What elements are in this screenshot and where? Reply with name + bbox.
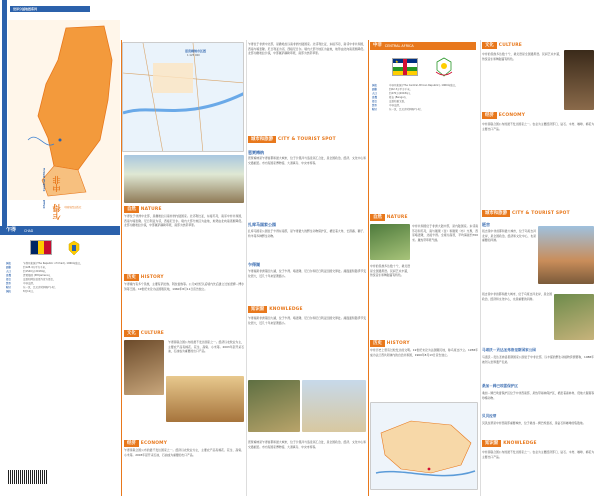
chad-history-text: 乍得境内有多个民族，主要有萨拉族、阿拉伯族等。公元9世纪以后境内先后建立过加涅姆－博尔努等王国。19世纪末沦为法国殖民地，1960年8月11日宣告独立。 bbox=[124, 282, 244, 291]
ca-economy-text: 中非是联合国公布的最不发达国家之一。农业为主要经济部门，钻石、木材、咖啡、棉花为主要出口产品。 bbox=[482, 122, 594, 131]
bangui-text: 班吉是中非首都和最大城市，位于乌班吉河北岸，是全国政治、经济和文化中心，也是重要的河港。 bbox=[482, 229, 536, 243]
ndjamena-text: 恩贾梅纳是乍得首都和最大城市，位于沙里河与洛贡河汇合处，是全国政治、经济、文化中心和交通枢纽。市内有国家博物馆、大清真寺、中央市场等。 bbox=[248, 156, 366, 165]
chad-label-en: CHAD bbox=[24, 228, 34, 233]
dzanga-title: 桑加－姆巴埃雷保护区 bbox=[482, 384, 518, 388]
publisher-note: 中国地图出版社 bbox=[64, 206, 82, 209]
chad-flag bbox=[30, 240, 52, 255]
mid-knowledge-text: 乍得湖是非洲第四大湖，位于乍得、喀麦隆、尼日尔和尼日利亚四国交界处。湖面面积随季节变化很大，近几十年来显著缩小。 bbox=[248, 316, 366, 325]
ca-nature-heading: 自然 NATURE bbox=[370, 214, 408, 221]
chad-header-bar bbox=[0, 226, 120, 235]
inset-label: 恩贾梅纳市区图 bbox=[185, 49, 207, 53]
side-title2: 乍得 bbox=[52, 204, 61, 220]
ca-flag: ★ bbox=[392, 58, 418, 76]
ca-culture-text: 中非的民族多达数十个，桑戈语是全国通用语。民间艺术丰富，传统音乐和舞蹈富有特色。 bbox=[482, 52, 562, 61]
ca-nature-text-2: 中非的民族多达数十个，桑戈语是全国通用语。民间艺术丰富，传统音乐和舞蹈富有特色。 bbox=[370, 264, 410, 278]
chad-landscape-photo bbox=[124, 155, 244, 203]
lake-title: 乍得湖 bbox=[248, 262, 260, 267]
berberati-title: 贝贝拉蒂 bbox=[482, 414, 497, 418]
ca-history-heading: 历史 HISTORY bbox=[370, 340, 410, 347]
chad-label: 乍得 bbox=[6, 227, 17, 233]
side-title: 中非 bbox=[52, 176, 61, 192]
ca-statue-photo bbox=[564, 50, 594, 110]
chad-culture-text: 乍得是联合国公布的最不发达国家之一。经济以农牧业为主，主要农产品有棉花、花生、高粱、小米等。2003年起开采石油，石油成为重要的出口产品。 bbox=[168, 340, 244, 354]
divider-2 bbox=[246, 40, 247, 496]
berberati-text: 贝贝拉蒂是中非西南部重要城市，位于桑加－姆巴埃雷省，是钻石和咖啡的集散地。 bbox=[482, 421, 586, 425]
bangui-photo bbox=[538, 226, 594, 284]
chad-overview-map bbox=[8, 20, 120, 200]
bangui-title: 班吉 bbox=[482, 222, 490, 227]
divider-4 bbox=[480, 40, 481, 496]
ca-history-text: 中非历史上曾有过较发达的文明。19世纪末沦为法国殖民地，称乌班吉沙立。1958年成为法兰西共同体内的自治共和国，1960年8月13日宣告独立。 bbox=[370, 348, 478, 357]
manovo-text: 马诺沃－贡达圣弗洛里斯国家公园位于中非北部，以丰富的野生动植物资源著称，1988年被列入世界遗产名录。 bbox=[482, 355, 594, 364]
series-label: 世界分国地图系列 bbox=[10, 6, 90, 12]
ca-facts: 国名 中非共和国 (The Central African Republic), 1960年独立。 面积 约62.3万平方千米。 人口 约470万(2018年)。 首都 班吉 (Bangui)。 语言 法语和桑戈语。 货币 中非法郎。 时区 东一区，比北京时间晚7小时。 bbox=[372, 84, 458, 111]
divider-3 bbox=[368, 40, 369, 496]
chad-economy-text: 乍得是联合国公布的最不发达国家之一。经济以农牧业为主，主要农产品有棉花、花生、高粱、小米等。2003年起开采石油，石油成为重要的出口产品。 bbox=[124, 448, 244, 457]
ndjamena-city-map bbox=[122, 42, 244, 152]
chad-intro-text: 乍得位于非洲中北部，是撒哈拉以南非洲内陆国家。北邻利比亚，东接苏丹，南邻中非共和国，西南与喀麦隆、尼日利亚为邻，西接尼日尔。境内大部分地区为盆地，地势由北向南逐渐降低。北部为撒哈拉沙漠，中部属萨赫勒草原，南部为热带草原。 bbox=[248, 42, 366, 56]
left-cover-panel bbox=[0, 0, 120, 500]
chad-emblem bbox=[66, 240, 82, 256]
left-culture-heading: 文化 CULTURE bbox=[124, 330, 164, 337]
left-nature-heading: 自然 NATURE bbox=[124, 206, 162, 213]
zakouma-text: 扎库马国家公园位于乍得东南部，是乍得最大的野生动物保护区，栖息着大象、长颈鹿、狮子、羚羊等多种野生动物。 bbox=[248, 229, 366, 238]
ca-nature-photo bbox=[370, 224, 410, 260]
left-history-heading: 历史 HISTORY bbox=[124, 274, 164, 281]
ca-nature-text: 中非共和国位于非洲大陆中部，是内陆国家。东邻南苏丹和苏丹，南与刚果（金）和刚果（布）交界，西邻喀麦隆，北接乍得。全境为高原，平均海拔约700米。属热带草原气候。 bbox=[412, 224, 478, 242]
side-title2-en: Chad bbox=[42, 200, 46, 209]
inset-scale: 1:125 000 bbox=[187, 54, 200, 57]
chad-lake-photo bbox=[302, 380, 366, 432]
side-title-en: Central Africa bbox=[42, 168, 46, 192]
chad-nature-text: 乍得位于非洲中北部，是撒哈拉以南非洲内陆国家。北邻利比亚，东接苏丹，南邻中非共和国，西南与喀麦隆、尼日利亚为邻，西接尼日尔。境内大部分地区为盆地，地势由北向南逐渐降低。北部为撒哈拉沙漠，中部属萨赫勒草原，南部为热带草原。 bbox=[124, 214, 244, 228]
ndjamena-title: 恩贾梅纳 bbox=[248, 150, 264, 155]
lake-text: 乍得湖是非洲第四大湖，位于乍得、喀麦隆、尼日尔和尼日利亚四国交界处。湖面面积随季节变化很大，近几十年来显著缩小。 bbox=[248, 269, 366, 278]
chad-facts: 国名 乍得共和国 (The Republic of Chad), 1960年独立。 面积 约128.4万平方千米。 人口 约1540万(2018年)。 首都 恩贾梅纳 (N'Djamena)。 语言 法语和阿拉伯语为官方语言。 货币 中非法郎。 时区 东一区，比北京时间晚7小时。 国庆 8月11日。 bbox=[6, 262, 83, 293]
ca-economy-heading: 经济 ECONOMY bbox=[482, 112, 525, 119]
ca-label: 中非 bbox=[373, 43, 382, 49]
ca-emblem bbox=[434, 56, 454, 78]
ca-knowledge-heading: 知识窗 KNOWLEDGE bbox=[482, 440, 537, 447]
mid-knowledge-heading: 知识窗 KNOWLEDGE bbox=[248, 306, 303, 313]
chad-wildlife-photo bbox=[248, 380, 300, 432]
mid-bottom-text: 恩贾梅纳是乍得首都和最大城市，位于沙里河与洛贡河汇合处，是全国政治、经济、文化中心和交通枢纽。市内有国家博物馆、大清真寺、中央市场等。 bbox=[248, 440, 366, 449]
bangui-text-2: 班吉是中非首都和最大城市，位于乌班吉河北岸，是全国政治、经济和文化中心，也是重要的河港。 bbox=[482, 292, 552, 301]
mid-city-heading: 城市和旅游 CITY & TOURIST SPOT bbox=[248, 136, 336, 143]
manovo-title: 马诺沃－贡达圣弗洛里斯国家公园 bbox=[482, 348, 536, 352]
barcode bbox=[8, 470, 48, 484]
left-economy-heading: 经济 ECONOMY bbox=[124, 440, 167, 447]
ca-knowledge-text: 中非是联合国公布的最不发达国家之一。农业为主要经济部门，钻石、木材、咖啡、棉花为主要出口产品。 bbox=[482, 450, 594, 459]
left-accent-bar bbox=[2, 0, 7, 232]
ca-header-bar bbox=[370, 42, 476, 50]
ca-city-heading: 城市和旅游 CITY & TOURIST SPOT bbox=[482, 210, 570, 217]
chad-culture-photo-1 bbox=[124, 340, 164, 395]
ca-label-en: CENTRAL AFRICA bbox=[384, 43, 414, 48]
ca-park-photo bbox=[554, 294, 594, 340]
divider-1 bbox=[121, 40, 122, 496]
ca-culture-heading: 文化 CULTURE bbox=[482, 42, 522, 49]
zakouma-title: 扎库马国家公园 bbox=[248, 222, 276, 227]
ca-region-map bbox=[370, 402, 478, 490]
chad-culture-photo-2 bbox=[166, 376, 244, 422]
dzanga-text: 桑加－姆巴埃雷保护区位于中非西南部，是热带雨林保护区，栖息着森林象、低地大猩猩等珍稀动物。 bbox=[482, 391, 594, 400]
